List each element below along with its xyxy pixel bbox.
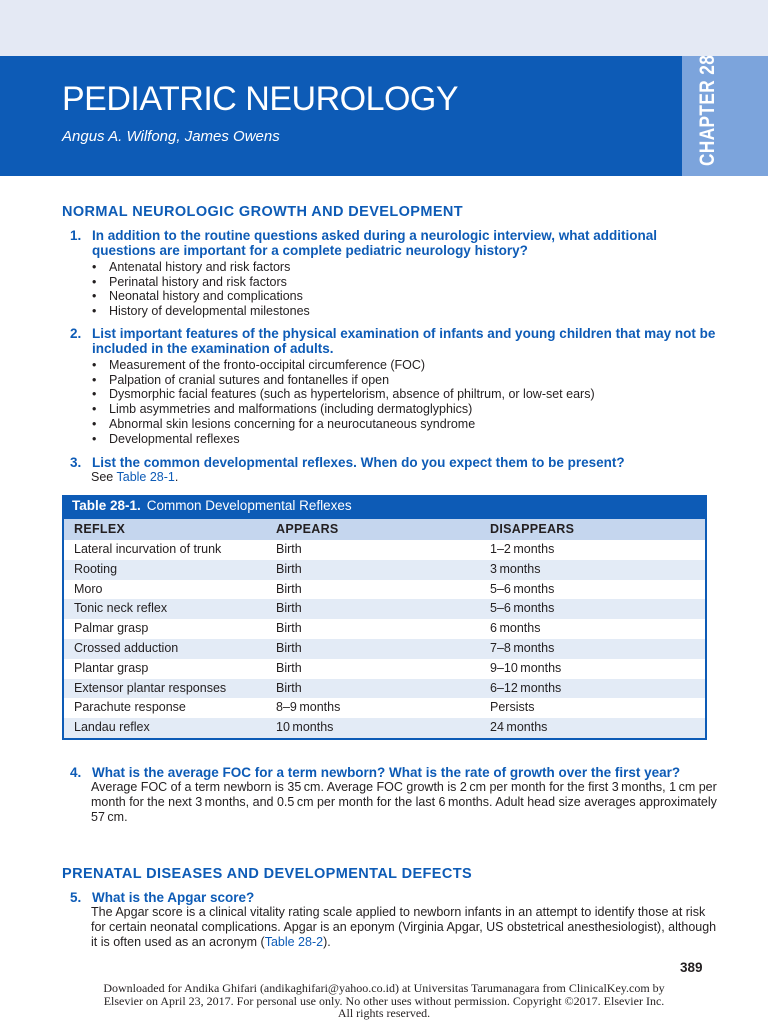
table-cell: Birth [266,679,480,699]
answer-text: See Table 28-1. [91,470,179,484]
table-cell: Birth [276,581,302,596]
table-row [63,540,706,560]
question-number: 4. [70,765,82,780]
table-label: Table 28-1. [72,498,141,513]
table-row [63,560,706,580]
table-link[interactable]: Table 28-1 [116,470,175,484]
question-text: What is the average FOC for a term newborn? What is the rate of growth over the first year? [92,765,681,780]
question-text: What is the Apgar score? [92,890,255,905]
column-header: DISAPPEARS [480,518,706,540]
table-row [63,698,706,718]
question-number: 3. [70,455,82,470]
table-cell: 6 months [490,621,541,636]
question-text: List important features of the physical examination of infants and young children that may not be included in the examination of adults. [92,326,716,356]
list-item: • Palpation of cranial sutures and fontanelles if open [92,372,390,387]
table-cell: Landau reflex [63,718,266,739]
list-item: • Perinatal history and risk factors [92,274,287,289]
chapter-tab [682,56,768,176]
question-number: 2. [70,326,82,341]
table-row [63,679,706,699]
download-footer [0,982,768,1020]
table-cell: Moro [74,581,103,596]
table-cell: Crossed adduction [63,639,266,659]
footer-line: Downloaded for Andika Ghifari (andikaghifari@yahoo.co.id) at Universitas Tarumanagara from ClinicalKey.com by [103,981,665,995]
table-cell: Lateral incurvation of trunk [74,542,222,556]
table-cell: Birth [276,542,302,556]
table-cell: 1–2 months [490,542,555,556]
table-title: Common Developmental Reflexes [146,498,352,513]
bullet-icon: • [92,304,97,319]
page-title: PEDIATRIC NEUROLOGY [62,80,459,118]
table-cell: 3 months [480,560,706,580]
footer-line: All rights reserved. [337,1006,431,1020]
list-item: • Limb asymmetries and malformations (including dermatoglyphics) [92,402,473,417]
table-caption [62,495,707,517]
table-row [63,599,706,619]
table-cell: 7–8 months [480,639,706,659]
table-row [63,659,706,679]
table-cell: Palmar grasp [74,621,149,636]
question-1 [62,228,722,319]
table-cell: Birth [276,660,302,675]
bullet-list [92,260,722,319]
table-cell: Birth [266,599,480,619]
list-item: • Developmental reflexes [92,431,240,446]
table-row [63,580,706,600]
bullet-icon: • [92,431,97,446]
question-text: In addition to the routine questions asked during a neurologic interview, what additional questions are important for a complete pediatric neurology history? [92,228,658,258]
table-cell: 5–6 months [480,599,706,619]
table-cell: 10 months [266,718,480,739]
list-item: • Dysmorphic facial features (such as hypertelorism, absence of philtrum, or low-set ears) [92,387,595,402]
bullet-icon: • [92,260,97,274]
column-header: REFLEX [63,518,266,540]
authors: Angus A. Wilfong, James Owens [62,128,280,145]
table-header-row [63,518,706,540]
answer-text: Average FOC of a term newborn is 35 cm. Average FOC growth is 2 cm per month for the first 3 months, 1 cm per month for the next 3 months, and 0.5 cm per month for the last 6 months. Adult head size averages approximately 57 cm. [91,780,717,824]
table-cell: 24 months [480,718,706,739]
bullet-icon: • [92,372,97,387]
bullet-icon: • [92,402,97,417]
question-4 [62,765,722,825]
top-band [0,0,768,56]
list-item: • Abnormal skin lesions concerning for a neurocutaneous syndrome [92,416,476,431]
reflex-table [62,495,707,740]
table-cell: Parachute response [74,700,186,715]
question-5 [62,890,722,950]
table-row [63,718,706,739]
answer-text: The Apgar score is a clinical vitality rating scale applied to newborn infants in an attempt to identify those at risk for certain neonatal complications. Apgar is an eponym (Virginia Apgar, US obstetrical anesthesiologist), although it is often used as an acronym (Table 28-2). [91,905,717,949]
table-row [63,619,706,639]
list-item: • History of developmental milestones [92,304,310,319]
bullet-icon: • [92,387,97,402]
table-cell: Rooting [63,560,266,580]
table-cell: Tonic neck reflex [63,599,266,619]
bullet-icon: • [92,416,97,431]
bullet-icon: • [92,289,97,304]
table-cell: Birth [276,621,302,636]
table-cell: Persists [490,700,535,715]
page-number: 389 [680,960,703,975]
table-cell: 5–6 months [490,581,555,596]
section-heading-normal-development: NORMAL NEUROLOGIC GROWTH AND DEVELOPMENT [62,204,464,220]
table-cell: Birth [266,639,480,659]
question-number: 5. [70,890,82,905]
bullet-icon: • [92,358,97,372]
list-item: • Neonatal history and complications [92,289,303,304]
question-2 [62,326,722,446]
question-text: List the common developmental reflexes. When do you expect them to be present? [92,455,625,470]
list-item: • Measurement of the fronto-occipital circumference (FOC) [92,358,426,372]
table-cell: 8–9 months [276,700,341,715]
column-header: APPEARS [266,518,480,540]
table-cell: Extensor plantar responses [63,679,266,699]
table-row [63,639,706,659]
table-cell: 9–10 months [490,660,562,675]
list-item: • Antenatal history and risk factors [92,260,291,274]
table-cell: Birth [266,560,480,580]
section-heading-prenatal-diseases: PRENATAL DISEASES AND DEVELOPMENTAL DEFECTS [62,866,473,882]
question-number: 1. [70,228,82,243]
chapter-label: CHAPTER 28 [696,54,719,167]
bullet-icon: • [92,274,97,289]
table-link[interactable]: Table 28-2 [264,935,324,949]
footer-line: Elsevier on April 23, 2017. For personal use only. No other uses without permission. Copyright ©2017. Elsevier Inc. [103,993,665,1008]
table-cell: 6–12 months [480,679,706,699]
question-3 [62,455,722,485]
bullet-list [92,358,722,446]
table-cell: Plantar grasp [74,660,149,675]
